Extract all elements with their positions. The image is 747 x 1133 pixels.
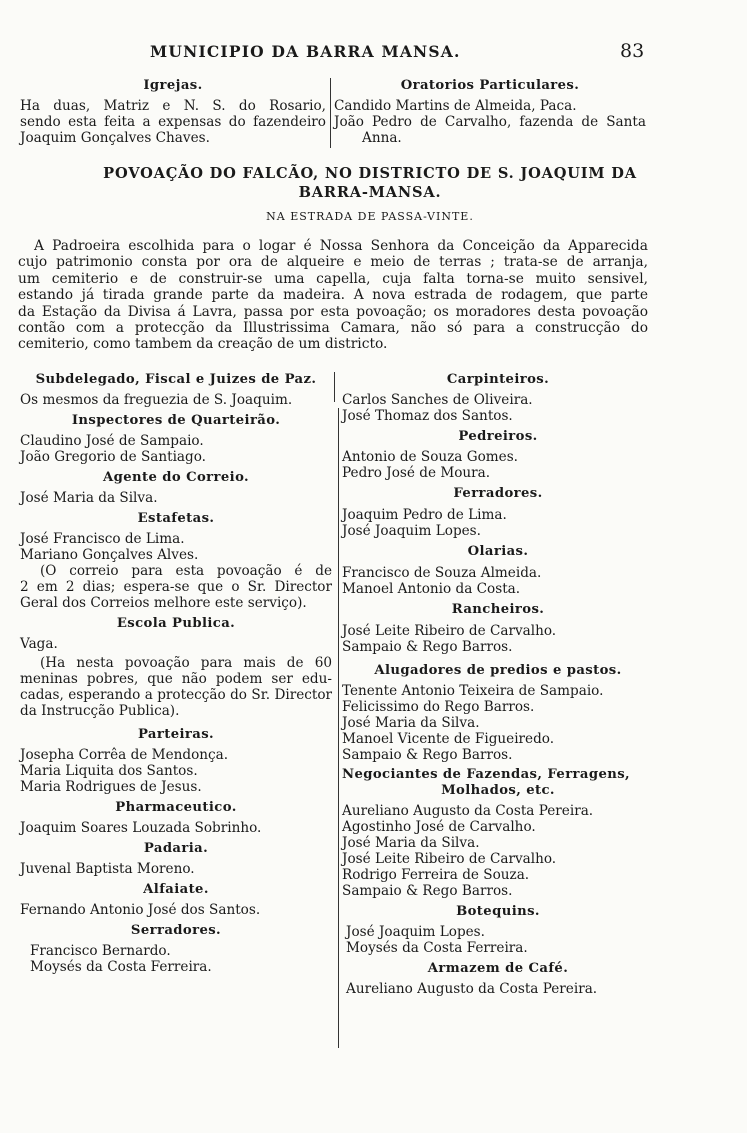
list-item: Aureliano Augusto da Costa Pereira. [346,981,598,997]
tailor-title: Alfaiate. [143,882,209,897]
oratories-line: João Pedro de Carvalho, fazenda de Santa [334,114,646,130]
list-item: José Leite Ribeiro de Carvalho. [342,623,557,639]
note-line: 2 em 2 dias; espera-se que o Sr. Director [20,579,332,595]
left-column [20,370,332,975]
list-item: José Leite Ribeiro de Carvalho. [342,851,557,867]
column-divider [338,408,339,1048]
section-title [40,164,700,202]
column-divider [334,372,335,402]
paragraph-line: contão com a protecção da Illustrissima Camara, não só para a construcção do [18,320,648,337]
farriers-title: Ferradores. [453,486,543,501]
list-item: Agostinho José de Carvalho. [342,819,536,835]
oratories-line: Candido Martins de Almeida, Paca. [334,98,577,114]
list-item: José Joaquim Lopes. [346,924,485,940]
list-item: Vaga. [20,636,58,652]
sawyers-title: Serradores. [130,923,222,938]
list-item: Sampaio & Rego Barros. [342,639,513,655]
list-item: Francisco de Souza Almeida. [342,565,542,581]
list-item: Manoel Vicente de Figueiredo. [342,731,555,747]
masons-title: Pedreiros. [458,429,538,444]
couriers-title: Estafetas. [137,511,215,526]
paragraph-line: estando já tirada grande parte da madeira. A nova estrada de rodagem, que parte [18,287,648,304]
list-item: Os mesmos da freguezia de S. Joaquim. [20,392,293,408]
oratories-title: Oratorios Particulares. [400,78,580,93]
list-item: Moysés da Costa Ferreira. [30,959,212,975]
paragraph-line: A Padroeira escolhida para o logar é Nossa Senhora da Conceição da Apparecida [34,238,648,254]
list-item: José Joaquim Lopes. [342,523,481,539]
list-item: Fernando Antonio José dos Santos. [20,902,261,918]
paragraph-line: da Estação da Divisa á Lavra, passa por esta povoação; os moradores desta povoação [18,303,648,320]
note-line: meninas pobres, que não podem ser edu- [20,671,332,687]
inspectors-title: Inspectores de Quarteirão. [71,413,281,428]
taverns-title: Botequins. [456,904,540,919]
list-item: Manoel Antonio da Costa. [342,581,521,597]
school-title: Escola Publica. [116,616,236,631]
list-item: Aureliano Augusto da Costa Pereira. [342,803,594,819]
list-item: Joaquim Soares Louzada Sobrinho. [20,820,262,836]
paragraph-line: cemiterio, como tambem da creação de um districto. [18,336,388,353]
bakery-title: Padaria. [143,841,209,856]
list-item: José Maria da Silva. [342,835,480,851]
list-item: Felicissimo do Rego Barros. [342,699,535,715]
list-item: Sampaio & Rego Barros. [342,747,513,763]
section-title-line: POVOAÇÃO DO FALCÃO, NO DISTRICTO DE S. JOAQUIM DA [103,165,637,182]
note-line: (O correio para esta povoação é de [40,563,332,579]
churches-line: sendo esta feita a expensas do fazendeiro [20,114,326,130]
section-title-line: BARRA-MANSA. [298,184,442,201]
list-item: Joaquim Pedro de Lima. [342,507,507,523]
ranchers-title: Rancheiros. [451,602,545,617]
list-item: Rodrigo Ferreira de Souza. [342,867,530,883]
list-item: João Gregorio de Santiago. [20,449,207,465]
list-item: Pedro José de Moura. [342,465,491,481]
list-item: Sampaio & Rego Barros. [342,883,513,899]
list-item: Claudino José de Sampaio. [20,433,204,449]
pharmacist-title: Pharmaceutico. [115,800,237,815]
oratories-block [334,76,646,146]
note-line: da Instrucção Publica). [20,703,180,719]
list-item: Maria Rodrigues de Jesus. [20,779,202,795]
mail-agent-title: Agente do Correio. [102,470,250,485]
note-line: Geral dos Correios melhore este serviço). [20,595,307,611]
list-item: Moysés da Costa Ferreira. [346,940,528,956]
coffee-warehouse-title: Armazem de Café. [427,961,569,976]
list-item: José Thomaz dos Santos. [342,408,513,424]
landlords-title: Alugadores de predios e pastos. [374,663,622,678]
list-item: José Maria da Silva. [20,490,158,506]
note-line: (Ha nesta povoação para mais de 60 [40,655,332,671]
churches-line: Joaquim Gonçalves Chaves. [20,130,210,146]
list-item: José Maria da Silva. [342,715,480,731]
list-item: Josepha Corrêa de Mendonça. [20,747,229,763]
right-column [342,370,654,997]
churches-line: Ha duas, Matriz e N. S. do Rosario, [20,98,326,114]
potteries-title: Olarias. [467,544,529,559]
carpenters-title: Carpinteiros. [446,372,550,387]
list-item: Carlos Sanches de Oliveira. [342,392,533,408]
list-item: Juvenal Baptista Moreno. [20,861,195,877]
merchants-title-cont: Molhados, etc. [441,783,555,798]
running-title: MUNICIPIO DA BARRA MANSA. [150,42,461,61]
list-item: Maria Liquita dos Santos. [20,763,198,779]
column-divider [330,78,331,148]
note-line: cadas, esperando a protecção do Sr. Director [20,687,332,703]
intro-paragraph [18,238,648,353]
list-item: Francisco Bernardo. [30,943,171,959]
page-number: 83 [620,40,645,62]
merchants-title: Negociantes de Fazendas, Ferragens, [342,767,631,782]
churches-title: Igrejas. [143,78,203,93]
section-subtitle: NA ESTRADA DE PASSA-VINTE. [266,210,474,223]
subdelegado-title: Subdelegado, Fiscal e Juizes de Paz. [35,372,317,387]
churches-block [20,76,326,146]
list-item: Antonio de Souza Gomes. [342,449,519,465]
oratories-line: Anna. [362,130,402,146]
list-item: Tenente Antonio Teixeira de Sampaio. [342,683,604,699]
list-item: José Francisco de Lima. [20,531,185,547]
paragraph-line: cujo patrimonio consta por ora de alqueire e meio de terras ; trata-se de arranja, [18,254,648,271]
paragraph-line: um cemiterio e de construir-se uma capella, cuja falta torna-se muito sensivel, [18,270,648,287]
list-item: Mariano Gonçalves Alves. [20,547,199,563]
midwives-title: Parteiras. [137,727,215,742]
